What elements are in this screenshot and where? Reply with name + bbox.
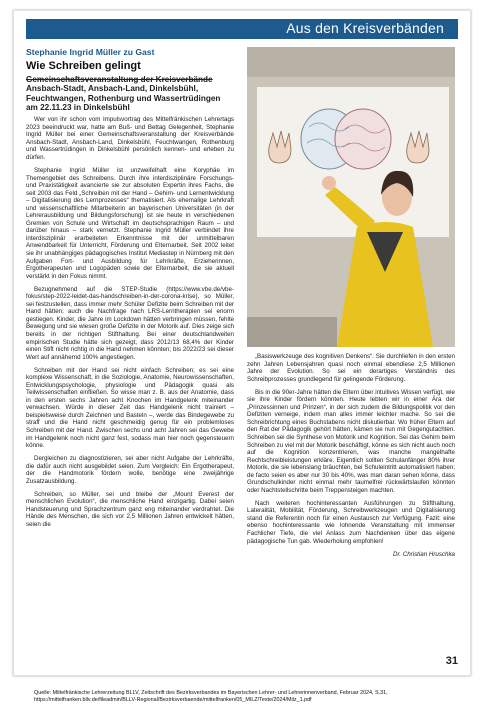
article-title: Wie Schreiben gelingt <box>26 60 141 72</box>
paragraph: Dergleichen zu diagnostizieren, sei aber nicht Aufgabe der Lehrkräfte, die dafür auch nicht ausgebildet seien. Zum Vergleich: Ein Ergotherapeut, der die Handmotorik fördern wolle, benötige eine zweijährige Zusatzausbildung. <box>26 455 234 485</box>
article-kicker: Stephanie Ingrid Müller zu Gast <box>26 47 155 57</box>
section-header-bar <box>26 19 458 39</box>
left-body-text <box>26 116 234 528</box>
subtitle-line: Ansbach-Stadt, Ansbach-Land, Dinkelsbühl, Feuchtwangen, Rothenburg und Wassertrüdingen am 22.11.23 in Dinkelsbühl <box>26 84 221 112</box>
speaker-photo-illustration <box>247 47 455 347</box>
paragraph: Bis in die 90er-Jahre hätten die Eltern über intuitives Wissen verfügt, wie sie ihre Kinder fördern könnten. Heute lebten wir in einer Ära der „Prinzessinnen und Prinzen“, in der sich zudem die Bildungspolitik vor den Defiziten verneige, indem man alles immer leichter mache. So sei die Schreibrichtung eines Buchstabens nicht diskutierbar. Wo früher Eltern auf den Rat der Pädagogik gehört hätten, kämen sie nun mit Gegengutachten. Schreiben sei die Synthese von Motorik und Kognition. Sei das Gehirn beim Schreiben zu viel mit der Motorik beschäftigt, könne es sich nicht auch noch auf die Kognition konzentrieren, was manche mangelhafte Rechtschreibleistungen erkläre. Eigentlich sollten Schulanfänger 80% ihrer Motorik, die sie lebenslang bräuchten, bei Schuleintritt automatisiert haben; de facto seien es aber nur 30 bis 40%, was man daran sehen könne, dass Grundschulkinder nicht einmal mehr taumelfrei rückwärtslaufen könnten oder Nachtstellschritte beim Treppensteigen machten. <box>247 388 455 494</box>
caption-line: https://mittelfranken.bllv.de/fileadmin/BLLV-Regional/Bezirksverbaende/mittelfranken/05_MILZ/Texte/2024/Milz_1.pdf <box>34 697 312 703</box>
paragraph: Schreiben, so Müller, sei und bleibe der „Mount Everest der menschlichen Evolution“, die menschliche Hand einzigartig. Dabei seien Handsteuerung und Sprachzentrum ganz eng miteinander verdrahtet. Die Hände des Menschen, die sich vor 2,5 Millionen Jahren entwickelt hätten, seien die <box>26 490 234 529</box>
paragraph: Stephanie Ingrid Müller ist unzweifelhaft eine Koryphäe im Themengebiet des Schreibens. Durch ihre interdisziplinäre Forschungs- und Praxistätigkeit avancierte sie zur absoluten Expertin ihres Fachs, die seit 2003 das Feld „Schreiben mit der Hand – Gehirn- und Lernentwicklung – Digitalisierung des Lernprozesses“ thematisiert. Als ehemalige Lehrkraft und wissenschaftliche Mitarbeiterin an bayerischen Universitäten (in der Lehrerausbildung und Bildungsforschung) ist sie heute in verschiedenen Gremien von Schule und Wirtschaft im deutschsprachigen Raum – und darüber hinaus – stark vernetzt. Stephanie Ingrid Müller verbindet ihre interdisziplinär erarbeiteten Erkenntnisse mit der unmittelbaren Anwendbarkeit für Unterricht, Förderung und Elternarbeit. Seit 2002 leitet sie ihr unabhängiges pädagogisches Institut Mediastep in Nürnberg mit den Aufgaben Fort- und Ausbildung für Lehrkräfte, Erzieherinnen, Ergotherapeuten und Logopäden sowie der Elternarbeit, die sie aktuell verstärkt in den Fokus nimmt. <box>26 166 234 280</box>
paragraph: Nach weiteren hochinteressanten Ausführungen zu Stifthaltung, Lateralität, Mobilität, Förderung, Schreibwerkzeugen und Digitalisierung stand die Referentin noch für einen Austausch zur Verfügung. Fazit: eine ebenso hochinteressante wie lohnende Veranstaltung mit immenser Fachlicher Tiefe, die viel Anlass zum Nachdenken über das eigene pädagogische Tun gab. Wiederholung empfohlen! <box>247 499 455 545</box>
paragraph: Bezugnehmend auf die STEP-Studie (https://www.vbe.de/vbe-fokus/step-2022-leidet-das-handschreiben-in-der-corona-krise), so Müller, sei festzustellen, dass immer mehr Schüler Defizite beim Schreiben mit der Hand hätten; auch die Nachfrage nach LRS-Lerntherapien sei enorm gestiegen. Kinder, die Jahre im Lockdown hätten verbringen müssen, fehlte Bewegung und sie wiesen große Defizite in der Motorik auf. Dies zeige sich bereits in der richtigen Stifthaltung. Bei einer deutschlandweiten empirischen Studie hätte sich gezeigt, dass 2012/13 68,4% der Kinder einen Stift nicht richtig in die Hand nehmen könnten; bis 2022/23 sei dieser Wert auf annähernd 100% angestiegen. <box>26 285 234 361</box>
paragraph: Schreiben mit der Hand sei nicht einfach Schreiben; es sei eine komplexe Wissenschaft, in die Soziologie, Anatomie, Neurowissenschaften, Entwicklungspsychologie, physiologie und Pädagogik quasi als Teilwissenschaften einfließen. So wisse man z. B. aus der Anatomie, dass in den ersten sechs Jahren acht Knochen im Handgelenk miteinander verwachsen. Würde in dieser Zeit das Handgelenk nicht trainiert – beispielsweise durch Zeichnen und Basteln –, werde das Bindegewebe zu straff und die Hand nicht geschmeidig genug für ein problemloses Schreiben mit der Hand. Zwischen sechs und acht Jahren sei das Gewebe im Handgelenk noch nicht ganz fest, sodass man hier noch gegensteuern könne. <box>26 366 234 450</box>
right-column <box>247 353 455 558</box>
magazine-page <box>13 10 471 676</box>
left-column <box>26 47 234 534</box>
paragraph: Wer von ihr schon vom Impulsvortrag des Mittelfränkischen Lehrertags 2023 beeindruckt war, hatte am Buß- und Bettag Gelegenheit, Stephanie Ingrid Müller bei einer Gemeinschaftsveranstaltung der Kreisverbände Ansbach-Stadt, Ansbach-Land, Dinkelsbühl, Feuchtwangen, Rothenburg und Wassertrüdingen in Dinkelsbühl persönlich kennen- und erleben zu dürfen. <box>26 116 234 161</box>
subtitle-struck-line: Gemeinschaftsveranstaltung der Kreisverbände <box>26 75 213 84</box>
author-signature: Dr. Christian Hruschka <box>392 550 455 558</box>
section-title: Aus den Kreisverbänden <box>286 20 444 36</box>
right-body-text <box>247 353 455 545</box>
caption-line: Quelle: Mittelfränkische Lehrerzeitung BLLV, Zeitschrift des Bezirksverbandes im Bayerischen Lehrer- und Lehrerinnenverband, Februar 2024, S.31, <box>34 690 388 696</box>
speaker-photo <box>247 47 455 347</box>
paragraph: „Basiswerkzeuge des kognitiven Denkens“. Sie durchliefen in den ersten zehn Jahren Lebensjahren quasi noch einmal ebendiese 2,5 Millionen Jahre der Evolution. So sei ein derartiges Verständnis des Schreibprozesses grundlegend für gelingende Förderung. <box>247 353 455 383</box>
source-caption <box>34 690 474 704</box>
page-number: 31 <box>445 655 458 667</box>
article-subtitle <box>26 75 234 112</box>
